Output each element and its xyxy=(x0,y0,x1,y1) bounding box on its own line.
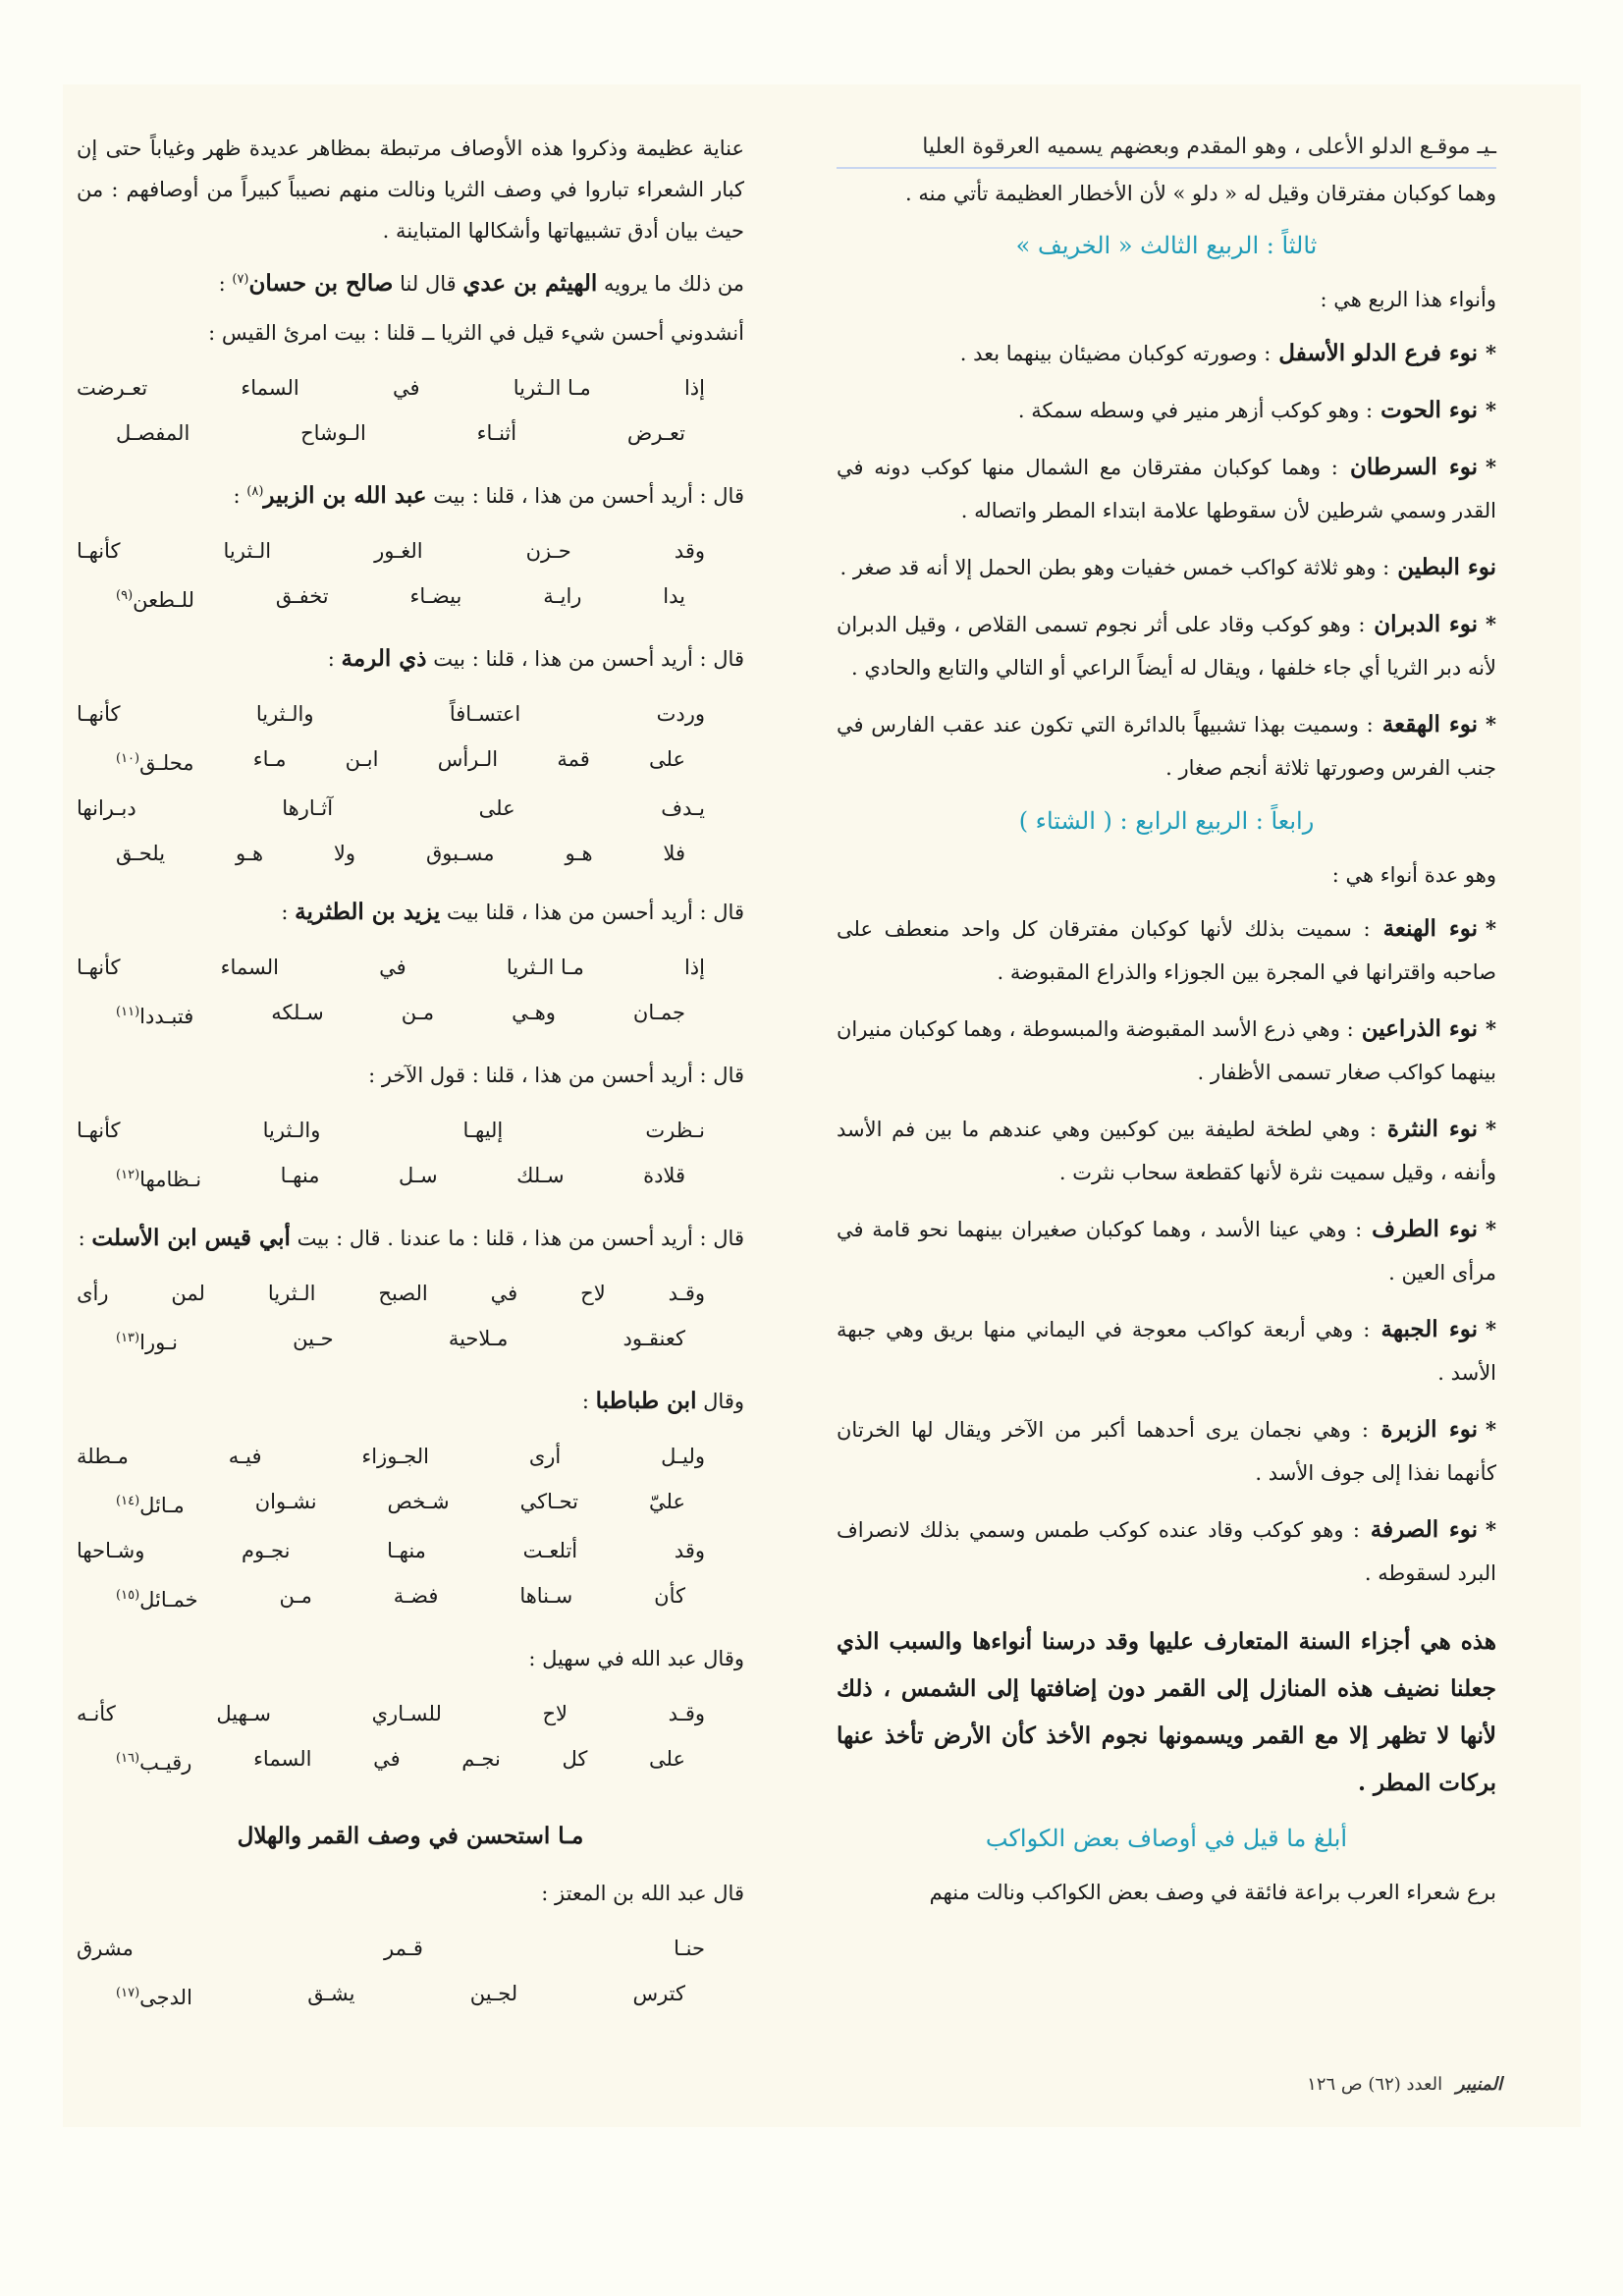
anwa-item xyxy=(837,1508,1496,1595)
verse-word: قمة xyxy=(557,747,590,771)
verse-word: خمـائل$^{(١٥)}$ xyxy=(116,1588,198,1612)
verse-word: للـطعن$^{(٩)}$ xyxy=(116,588,195,612)
verse-line xyxy=(77,1318,744,1363)
verse-word: تحـاكي xyxy=(519,1490,579,1513)
verse-word: مـن xyxy=(401,1001,435,1024)
text-span: قال : أريد أحسن من هذا ، قلنا : بيت xyxy=(433,647,744,671)
person-name: عبد الله بن الزبير xyxy=(263,482,427,509)
verse-word: كأن xyxy=(654,1584,685,1608)
anwa-name: نوء النثرة xyxy=(1376,1116,1479,1142)
verse-word: الـثريا xyxy=(267,1282,316,1305)
anwa-description: : وهما كوكبان مفترقان مع الشمال منها كوكب دونه في القدر وسمي شرطين لأن سقوطها علامة ابتداء المطر واتصاله . xyxy=(837,456,1496,522)
verse-word: رايـة xyxy=(543,584,582,608)
verse-word: نـظامها$^{(١٢)}$ xyxy=(116,1168,202,1191)
verse-word: الـثريا xyxy=(223,539,272,563)
anwa-description: : وهو كوكب أزهر منير في وسطه سمكة . xyxy=(1017,399,1374,422)
summary-paragraph: هذه هي أجزاء السنة المتعارف عليها وقد درسنا أنواءها والسبب الذي جعلنا نضيف هذه المنازل إلى القمر دون إضافتها إلى الشمس ، ذلك لأنها لا تظهر إلا مع القمر ويسمونها نجوم الأخذ كأن الأرض تأخذ عنها بركات المطر . xyxy=(837,1628,1496,1796)
text-span: قال : أريد أحسن من هذا ، قلنا بيت xyxy=(446,901,744,924)
anwa-item xyxy=(837,1408,1496,1495)
verse-word: وهـي xyxy=(512,1001,556,1024)
verse-word: في xyxy=(379,956,406,979)
verse-word: السماء xyxy=(241,376,299,400)
verse-word: وقد xyxy=(674,539,705,563)
bullet-star-icon: * xyxy=(1486,1317,1496,1341)
verse-word: على xyxy=(478,796,515,820)
verse-word: كعنقـود xyxy=(622,1327,685,1350)
page-footer xyxy=(1227,2074,1502,2095)
person-name: الهيثم بن عدي xyxy=(462,270,598,297)
verse-word: مشرق xyxy=(77,1937,134,1960)
verse-line xyxy=(77,1155,744,1200)
narration-9: وقال عبد الله في سهيل : xyxy=(528,1647,744,1670)
verse-word: فلا xyxy=(663,842,685,865)
footnote-ref: (١٣) xyxy=(116,1331,140,1345)
bullet-star-icon: * xyxy=(1486,1016,1496,1041)
anwa-item xyxy=(837,1208,1496,1294)
intro-paragraph: عناية عظيمة وذكروا هذه الأوصاف مرتبطة بمظاهر عديدة ظهر وغياباً حتى إن كبار الشعراء تباروا في وصف الثريا ونالت منهم نصيباً كبيراً من أوصافهم : من حيث بيان أدق تشبيهاتها وأشكالها المتباينة . xyxy=(77,137,744,243)
verse-word: ابـن xyxy=(345,747,379,771)
verse-line xyxy=(77,367,744,409)
verse-word: على xyxy=(649,1747,685,1771)
verse-word: منهـا xyxy=(280,1164,320,1187)
text-span: قال : أريد أحسن من هذا ، قلنا : ما عندنا . قال : بيت xyxy=(297,1227,744,1250)
section-heading-moon: مـا استحسن في وصف القمر والهلال xyxy=(237,1823,584,1849)
narration-6: قال : أريد أحسن من هذا ، قلنا : قول الآخر : xyxy=(368,1064,744,1087)
bullet-star-icon: * xyxy=(1486,341,1496,365)
footnote-ref: (١٢) xyxy=(116,1168,140,1182)
magazine-name: المنيبر xyxy=(1455,2074,1502,2095)
footnote-ref: (١٠) xyxy=(116,751,140,766)
verse-word: هـو xyxy=(235,842,264,865)
verse-word: الدجى$^{(١٧)}$ xyxy=(116,1986,192,2009)
bullet-star-icon: * xyxy=(1486,1417,1496,1442)
anwa-name: نوء الجبهة xyxy=(1370,1316,1479,1342)
anwa-item xyxy=(837,1308,1496,1394)
bullet-star-icon: * xyxy=(1486,1517,1496,1542)
anwa-name: نوء الزبرة xyxy=(1368,1416,1479,1443)
verse-word: مـاء xyxy=(252,747,287,771)
verse-word: حنـا xyxy=(674,1937,705,1960)
verse-word: مـطلة xyxy=(77,1445,129,1468)
anwa-description: : وهي لطخة لطيفة بين كوكبين وهي عندهم ما بين فم الأسد وأنفه ، وقيل سميت نثرة لأنها كقطعة سحاب نثرت . xyxy=(837,1118,1496,1184)
verse-word: تعـرض xyxy=(626,421,685,445)
final-line: برع شعراء العرب براعة فائقة في وصف بعض الكواكب ونالت منهم xyxy=(929,1881,1496,1904)
verse-word: وشـاحها xyxy=(77,1539,145,1562)
anwa-name: نوء فرع الدلو الأسفل xyxy=(1271,340,1479,366)
text-span: قال لنا xyxy=(400,272,457,296)
verse-line xyxy=(77,530,744,572)
verse-word: محلـق$^{(١٠)}$ xyxy=(116,751,194,775)
verse-word: آثـارها xyxy=(282,796,334,820)
narration-3 xyxy=(77,471,744,517)
top-line: ـيـ موقـع الدلو الأعلى ، وهو المقدم وبعضهم يسميه العرقوة العليا xyxy=(837,128,1496,169)
verse-word: إليهـا xyxy=(462,1119,504,1142)
verse-word: وقد xyxy=(674,1539,705,1562)
section-intro-autumn: وأنواء هذا الربع هي : xyxy=(1320,288,1496,311)
text-span: قال : أريد أحسن من هذا ، قلنا : بيت xyxy=(433,484,744,508)
bullet-star-icon: * xyxy=(1486,1217,1496,1241)
anwa-item xyxy=(837,703,1496,790)
anwa-name: نوء الدبران xyxy=(1365,611,1478,637)
verse-word: نجـم xyxy=(461,1747,501,1771)
verse-word: كل xyxy=(562,1747,588,1771)
bullet-star-icon: * xyxy=(1486,1117,1496,1141)
verse-word: الـوشاح xyxy=(300,421,366,445)
verse-word: كأنهـا xyxy=(77,956,121,979)
verse-line xyxy=(77,1738,744,1783)
verse-word: السماء xyxy=(220,956,280,979)
person-name: ذي الرمة xyxy=(341,645,427,672)
verse-word: جمـان xyxy=(632,1001,685,1024)
section-heading-stars: أبلغ ما قيل في أوصاف بعض الكواكب xyxy=(985,1825,1348,1852)
anwa-description: : وهو ثلاثة كواكب خمس خفيات وهو بطن الحمل إلا أنه قد صغر . xyxy=(839,556,1390,579)
anwa-item xyxy=(837,389,1496,432)
anwa-list-winter xyxy=(837,907,1496,1595)
verse-word: تعـرضت xyxy=(77,376,148,400)
verse-word: وردت xyxy=(656,702,705,726)
verse-line xyxy=(77,947,744,988)
issue-page: العدد (٦٢) ص ١٢٦ xyxy=(1307,2074,1443,2095)
footnote-ref: (٨) xyxy=(246,484,264,499)
verse-word: كترس xyxy=(632,1982,685,2005)
verse-word: نجـوم xyxy=(242,1539,291,1562)
verse-word: منهـا xyxy=(387,1539,426,1562)
verse-line xyxy=(77,575,744,621)
footnote-ref: (٧) xyxy=(232,272,249,287)
anwa-name: نوء الهنعة xyxy=(1370,915,1479,942)
anwa-name: نوء الحوت xyxy=(1373,397,1479,423)
verse-word: نـظرت xyxy=(645,1119,705,1142)
verse-word: أتلعـت xyxy=(522,1539,578,1562)
verse-line xyxy=(77,412,744,454)
verse-word: السماء xyxy=(253,1747,312,1771)
narration-1 xyxy=(77,259,744,304)
verse-word: يـدف xyxy=(661,796,705,820)
verse-word: يدا xyxy=(663,584,685,608)
section-heading-autumn: ثالثاً : الربيع الثالث « الخريف » xyxy=(1015,232,1318,259)
verse-word: في xyxy=(392,376,420,400)
verse-word: مـا الـثريا xyxy=(506,956,584,979)
verse-word: وقـد xyxy=(668,1282,705,1305)
person-name: يزيد بن الطثرية xyxy=(295,899,441,925)
anwa-description: : وهي نجمان يرى أحدهما أكبر من الآخر ويقال لها الخرتان كأنهما نفذا إلى جوف الأسد . xyxy=(837,1418,1496,1485)
anwa-name: نوء البطين xyxy=(1389,554,1496,580)
section-intro-winter: وهو عدة أنواء هي : xyxy=(1331,863,1496,887)
anwa-item xyxy=(837,332,1496,375)
verse-word: رقيـب$^{(١٦)}$ xyxy=(116,1751,192,1775)
narration-2: أنشدوني أحسن شيء قيل في الثريا ــ قلنا : بيت امرئ القيس : xyxy=(208,321,744,345)
narration-7 xyxy=(77,1218,744,1259)
verse-word: سـلك xyxy=(516,1164,565,1187)
narration-10: قال عبد الله بن المعتز : xyxy=(541,1882,744,1905)
anwa-list-autumn xyxy=(837,332,1496,790)
verse-line xyxy=(77,1273,744,1314)
anwa-description: : وصورته كوكبان مضيئان بينهما بعد . xyxy=(959,342,1271,365)
anwa-description: : وهو كوكب وقاد عنده كوكب طمس وسمي بذلك لانصراف البرد لسقوطه . xyxy=(837,1518,1496,1585)
verse-yazid xyxy=(77,947,744,1037)
verse-word: للسـاري xyxy=(371,1702,442,1725)
verse-word: كأنهـا xyxy=(77,1119,121,1142)
text-span: : xyxy=(218,272,226,296)
anwa-name: نوء الهقعة xyxy=(1373,711,1478,738)
verse-word: وقـد xyxy=(668,1702,705,1725)
verse-ibn-almutaz xyxy=(77,1928,744,2018)
verse-word: وليـل xyxy=(661,1445,705,1468)
verse-abu-qais xyxy=(77,1273,744,1363)
verse-suhail xyxy=(77,1693,744,1783)
verse-word: كأنهـا xyxy=(77,702,121,726)
verse-line xyxy=(77,1530,744,1571)
anwa-description: : وهو كوكب وقاد على أثر نجوم تسمى القلاص ، وقيل الدبران لأنه دبر الثريا أي جاء خلفها ، ويقال له أيضاً الراعي أو التالي والتابع والحادي . xyxy=(837,613,1496,680)
verse-word: إذا xyxy=(683,956,705,979)
verse-word: اعتسـافاً xyxy=(449,702,521,726)
text-span: : xyxy=(327,647,335,671)
footnote-ref: (١٤) xyxy=(116,1494,140,1508)
verse-word: يشـق xyxy=(307,1982,355,2005)
verse-word: كأنهـا xyxy=(77,539,121,563)
verse-word: والـثريا xyxy=(255,702,314,726)
verse-line xyxy=(77,693,744,735)
text-span: وقال xyxy=(703,1390,744,1413)
verse-word: قلادة xyxy=(643,1164,685,1187)
verse-word: الجـوزاء xyxy=(361,1445,429,1468)
narration-5 xyxy=(77,892,744,933)
person-name: صالح بن حسان xyxy=(248,270,394,297)
verse-word: على xyxy=(649,747,685,771)
verse-word: فيـه xyxy=(228,1445,262,1468)
verse-word: مـا الـثريا xyxy=(513,376,591,400)
verse-other xyxy=(77,1110,744,1200)
person-name: ابن طباطبا xyxy=(595,1388,697,1414)
text-span: : xyxy=(581,1390,589,1413)
text-span: : xyxy=(233,484,241,508)
bullet-star-icon: * xyxy=(1486,398,1496,422)
anwa-name: نوء الطرف xyxy=(1362,1216,1479,1242)
anwa-description: : وهي عينا الأسد ، وهما كوكبان صغيران بينهما نحو قامة في مرأى العين . xyxy=(837,1218,1496,1285)
footnote-ref: (١١) xyxy=(116,1005,140,1019)
verse-word: فتبـددا$^{(١١)}$ xyxy=(116,1005,194,1028)
anwa-description: : سميت بذلك لأنها كوكبان مفترقان كل واحد منعطف على صاحبه واقترانها في المجرة بين الجوزاء والذراع المقبوضة . xyxy=(837,917,1496,984)
verse-word: نشـوان xyxy=(254,1490,317,1513)
verse-word: أرى xyxy=(528,1445,562,1468)
verse-word: مـن xyxy=(279,1584,312,1608)
verse-word: شـخص xyxy=(387,1490,450,1513)
verse-word: قـمر xyxy=(384,1937,423,1960)
verse-imru-alqais xyxy=(77,367,744,454)
bullet-star-icon: * xyxy=(1486,612,1496,636)
verse-word: حـزن xyxy=(525,539,571,563)
verse-ibn-alzubair xyxy=(77,530,744,621)
verse-word: الصبح xyxy=(378,1282,428,1305)
verse-line xyxy=(77,1481,744,1526)
intro-line: وهما كوكبان مفترقان وقيل له « دلو » لأن الأخطار العظيمة تأتي منه . xyxy=(905,182,1496,205)
verse-word: حـين xyxy=(293,1327,334,1350)
verse-line xyxy=(77,1436,744,1477)
verse-word: فضـة xyxy=(393,1584,439,1608)
verse-ibn-tabataba xyxy=(77,1436,744,1620)
verse-word: سـل xyxy=(398,1164,438,1187)
verse-word: هـو xyxy=(565,842,593,865)
verse-word: مـلاحية xyxy=(448,1327,509,1350)
section-heading-winter: رابعاً : الربيع الرابع : ( الشتاء ) xyxy=(1018,807,1315,835)
anwa-name: نوء السرطان xyxy=(1337,454,1478,480)
verse-word: أثنـاء xyxy=(476,421,517,445)
anwa-item xyxy=(837,446,1496,532)
footnote-ref: (١٧) xyxy=(116,1986,140,2000)
anwa-item xyxy=(837,1108,1496,1194)
left-column xyxy=(77,128,744,2036)
verse-line xyxy=(77,1575,744,1620)
bullet-star-icon: * xyxy=(1486,455,1496,479)
anwa-name: نوء الذراعين xyxy=(1353,1015,1479,1042)
bullet-star-icon: * xyxy=(1486,916,1497,941)
footnote-ref: (١٦) xyxy=(116,1751,140,1766)
verse-word: لاح xyxy=(580,1282,606,1305)
verse-word: دبـرانها xyxy=(77,796,136,820)
footnote-ref: (٩) xyxy=(116,588,134,603)
person-name: أبي قيس ابن الأسلت xyxy=(91,1225,291,1251)
verse-word: رأى xyxy=(77,1282,109,1305)
anwa-item xyxy=(837,603,1496,689)
anwa-item xyxy=(837,1008,1496,1094)
anwa-item xyxy=(837,546,1496,589)
verse-word: لاح xyxy=(542,1702,568,1725)
narration-8 xyxy=(77,1381,744,1422)
verse-word: نـورا$^{(١٣)}$ xyxy=(116,1331,178,1354)
verse-word: والـثريا xyxy=(262,1119,321,1142)
verse-word: سـهيل xyxy=(216,1702,271,1725)
verse-line xyxy=(77,1110,744,1151)
narration-4 xyxy=(77,638,744,680)
verse-word: مـائل$^{(١٤)}$ xyxy=(116,1494,185,1517)
verse-word: ولا xyxy=(333,842,356,865)
text-span: : xyxy=(281,901,289,924)
verse-word: الغـور xyxy=(374,539,423,563)
anwa-description: : وسميت بهذا تشبيهاً بالدائرة التي تكون عند عقب الفارس في جنب الفرس وصورتها ثلاثة أنجم صغار . xyxy=(837,713,1496,780)
anwa-description: : وهي ذرع الأسد المقبوضة والمبسوطة ، وهما كوكبان منيران بينهما كواكب صغار تسمى الأظفار . xyxy=(837,1017,1496,1084)
verse-word: سـلكه xyxy=(271,1001,324,1024)
bullet-star-icon: * xyxy=(1486,712,1496,737)
footnote-ref: (١٥) xyxy=(116,1588,140,1603)
verse-word: يلحـق xyxy=(116,842,166,865)
verse-line xyxy=(77,1973,744,2018)
right-column xyxy=(837,128,1496,1921)
verse-word: لجـين xyxy=(469,1982,518,2005)
verse-word: إذا xyxy=(683,376,705,400)
verse-word: الـرأس xyxy=(437,747,499,771)
verse-word: في xyxy=(373,1747,401,1771)
verse-word: في xyxy=(490,1282,518,1305)
anwa-description: : وهي أربعة كواكب معوجة في اليماني منها بريق وهي جبهة الأسد . xyxy=(837,1318,1496,1385)
verse-word: المفصـل xyxy=(116,421,190,445)
verse-line xyxy=(77,992,744,1037)
verse-word: تخفـق xyxy=(275,584,329,608)
verse-line xyxy=(77,788,744,829)
verse-word: مسـبوق xyxy=(425,842,495,865)
anwa-name: نوء الصرفة xyxy=(1360,1516,1479,1543)
verse-word: سـناها xyxy=(519,1584,573,1608)
verse-line xyxy=(77,1693,744,1734)
verse-word: لمن xyxy=(171,1282,205,1305)
text-span: من ذلك ما يرويه xyxy=(603,272,744,296)
verse-word: كأنـه xyxy=(77,1702,116,1725)
verse-word: بيضـاء xyxy=(409,584,462,608)
verse-dhi-alrumma xyxy=(77,693,744,874)
text-span: : xyxy=(78,1227,85,1250)
anwa-item xyxy=(837,907,1496,994)
verse-line xyxy=(77,833,744,874)
verse-word: عليّ xyxy=(649,1490,685,1513)
verse-line xyxy=(77,1928,744,1969)
verse-line xyxy=(77,738,744,784)
